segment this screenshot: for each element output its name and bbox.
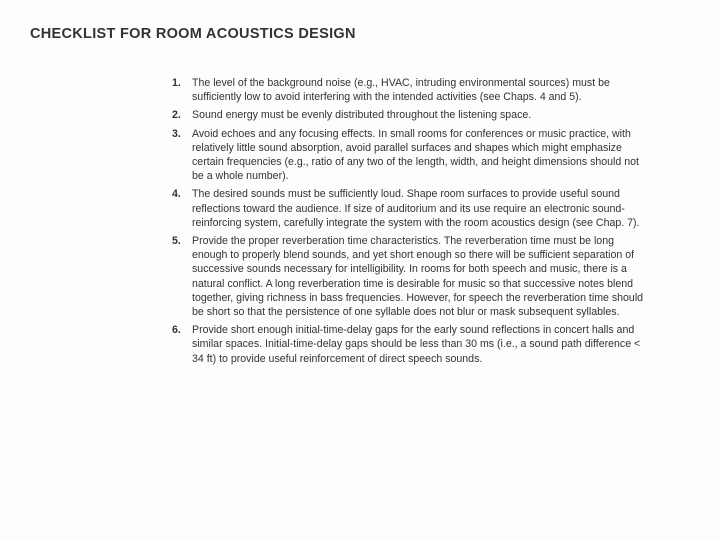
item-number: 2. <box>172 109 181 122</box>
checklist-item-4 <box>172 187 648 230</box>
item-text: Avoid echoes and any focusing effects. In small rooms for conferences or music practice, with relatively little sound absorption, avoid parallel surfaces and shapes which might emphasize certain frequencies (e.g., ratio of any two of the length, width, and height dimensions should not be a whole number). <box>192 127 639 183</box>
checklist-item-5 <box>172 234 648 319</box>
item-text: Provide the proper reverberation time characteristics. The reverberation time must be long enough to properly blend sounds, and yet short enough so there will be sufficient separation of successive sounds necessary for intelligibility. In rooms for both speech and music, there is a natural conflict. A long reverberation time is desirable for music so that successive notes blend together, giving richness in bass frequencies. However, for speech the reverberation time should be short so that the persistence of one syllable does not blur or mask subsequent syllables. <box>192 235 644 319</box>
item-number: 5. <box>172 235 181 248</box>
item-text: Provide short enough initial-time-delay gaps for the early sound reflections in concert halls and similar spaces. Initial-time-delay gaps should be less than 30 ms (i.e., a sound path difference < 34 ft) to provide useful reinforcement of direct speech sounds. <box>192 324 641 365</box>
item-text: The level of the background noise (e.g., HVAC, intruding environmental sources) must be sufficiently low to avoid interfering with the intended activities (see Chaps. 4 and 5). <box>192 77 610 104</box>
item-number: 6. <box>172 324 181 337</box>
item-number: 3. <box>172 127 181 140</box>
checklist-item-1 <box>172 76 648 104</box>
item-number: 1. <box>172 77 181 89</box>
checklist-item-6 <box>172 323 648 366</box>
checklist <box>172 76 648 370</box>
checklist-item-3 <box>172 127 648 184</box>
item-text: The desired sounds must be sufficiently loud. Shape room surfaces to provide useful sound reflections toward the audience. If size of auditorium and its use require an electronic sound-reinforcing system, carefully integrate the system with the room acoustics design (see Chap. 7). <box>192 188 640 229</box>
checklist-item-2 <box>172 108 648 122</box>
document-title: CHECKLIST FOR ROOM ACOUSTICS DESIGN <box>30 26 356 42</box>
item-text: Sound energy must be evenly distributed throughout the listening space. <box>192 109 532 122</box>
item-number: 4. <box>172 188 181 201</box>
